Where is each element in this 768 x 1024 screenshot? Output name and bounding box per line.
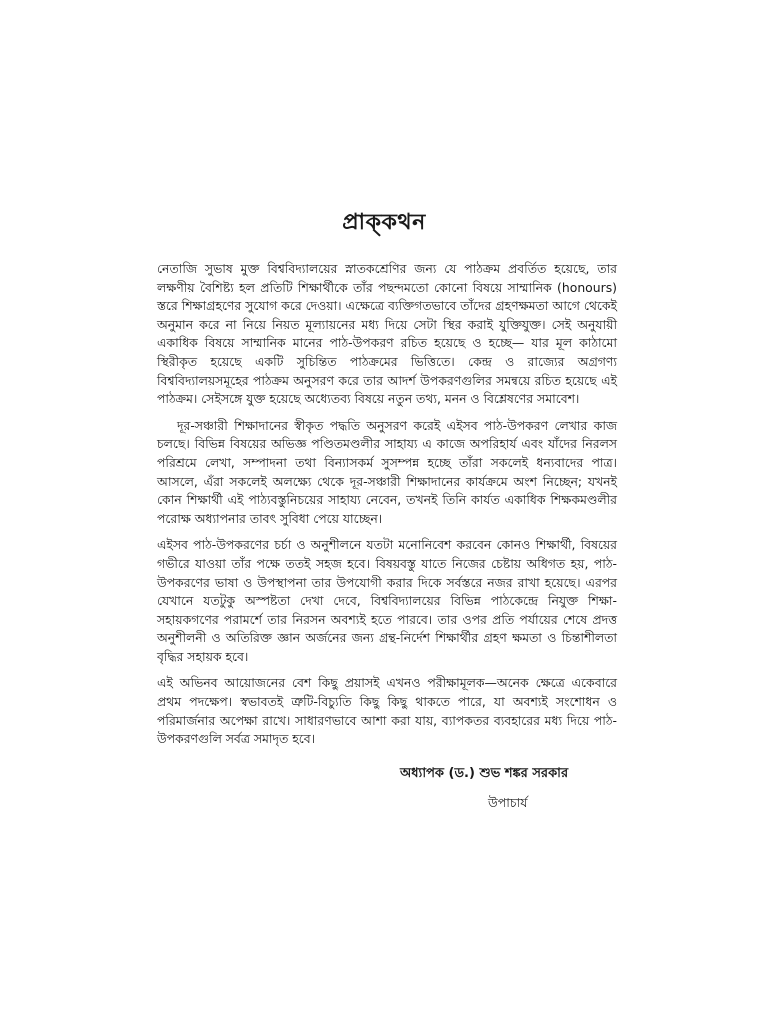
- foreword-body: [157, 260, 617, 757]
- paragraph-3: এইসব পাঠ-উপকরণের চর্চা ও অনুশীলনে যতটা মনোনিবেশ করবেন কোনও শিক্ষার্থী, বিষয়ের গভীরে যাওয়া তাঁর পক্ষে ততই সহজ হবে। বিষয়বস্তু যাতে নিজের চেষ্টায় অধিগত হয়, পাঠ-উপকরণের ভাষা ও উপস্থাপনা তার উপযোগী করার দিকে সর্বস্তরে নজর রাখা হয়েছে। এরপর যেখানে যতটুকু অস্পষ্টতা দেখা দেবে, বিশ্ববিদ্যালয়ের বিভিন্ন পাঠকেন্দ্রে নিযুক্ত শিক্ষা-সহায়কগণের পরামর্শে তার নিরসন অবশ্যই হতে পারবে। তার ওপর প্রতি পর্যায়ের শেষে প্রদত্ত অনুশীলনী ও অতিরিক্ত জ্ঞান অর্জনের জন্য গ্রন্থ-নির্দেশ শিক্ষার্থীর গ্রহণ ক্ষমতা ও চিন্তাশীলতা বৃদ্ধির সহায়ক হবে।: [157, 537, 617, 664]
- signatory-designation: উপাচার্য: [488, 795, 528, 810]
- paragraph-1: নেতাজি সুভাষ মুক্ত বিশ্ববিদ্যালয়ের স্নাতকশ্রেণির জন্য যে পাঠক্রম প্রবর্তিত হয়েছে, তার লক্ষণীয় বৈশিষ্ট্য হল প্রতিটি শিক্ষার্থীকে তাঁর পছন্দমতো কোনো বিষয়ে সাম্মানিক (honours) স্তরে শিক্ষাগ্রহণের সুযোগ করে দেওয়া। এক্ষেত্রে ব্যক্তিগতভাবে তাঁদের গ্রহণক্ষমতা আগে থেকেই অনুমান করে না নিয়ে নিয়ত মূল্যায়নের মধ্য দিয়ে সেটা স্থির করাই যুক্তিযুক্ত। সেই অনুযায়ী একাধিক বিষয়ে সাম্মানিক মানের পাঠ-উপকরণ রচিত হয়েছে ও হচ্ছে— যার মূল কাঠামো স্থিরীকৃত হয়েছে একটি সুচিন্তিত পাঠক্রমের ভিত্তিতে। কেন্দ্র ও রাজ্যের অগ্রগণ্য বিশ্ববিদ্যালয়সমূহের পাঠক্রম অনুসরণ করে তার আদর্শ উপকরণগুলির সমন্বয়ে রচিত হয়েছে এই পাঠক্রম। সেইসঙ্গে যুক্ত হয়েছে অধ্যেতব্য বিষয়ে নতুন তথ্য, মনন ও বিশ্লেষণের সমাবেশ।: [157, 261, 617, 407]
- signatory-name: অধ্যাপক (ড.) শুভ শঙ্কর সরকার: [400, 766, 569, 781]
- paragraph-4: এই অভিনব আয়োজনের বেশ কিছু প্রয়াসই এখনও পরীক্ষামূলক—অনেক ক্ষেত্রে একেবারে প্রথম পদক্ষেপ। স্বভাবতই ত্রুটি-বিচ্যুতি কিছু কিছু থাকতে পারে, যা অবশ্যই সংশোধন ও পরিমার্জনার অপেক্ষা রাখে। সাধারণভাবে আশা করা যায়, ব্যাপকতর ব্যবহারের মধ্য দিয়ে পাঠ-উপকরণগুলি সর্বত্র সমাদৃত হবে।: [157, 675, 617, 747]
- paragraph-2: দূর-সঞ্চারী শিক্ষাদানের স্বীকৃত পদ্ধতি অনুসরণ করেই এইসব পাঠ-উপকরণ লেখার কাজ চলছে। বিভিন্ন বিষয়ের অভিজ্ঞ পণ্ডিতমণ্ডলীর সাহায্য এ কাজে অপরিহার্য এবং যাঁদের নিরলস পরিশ্রমে লেখা, সম্পাদনা তথা বিন্যাসকর্ম সুসম্পন্ন হচ্ছে তাঁরা সকলেই ধন্যবাদের পাত্র। আসলে, এঁরা সকলেই অলক্ষ্যে থেকে দূর-সঞ্চারী শিক্ষাদানের কার্যক্রমে অংশ নিচ্ছেন; যখনই কোন শিক্ষার্থী এই পাঠ্যবস্তুনিচয়ের সাহায্য নেবেন, তখনই তিনি কার্যত একাধিক শিক্ষকমণ্ডলীর পরোক্ষ অধ্যাপনার তাবৎ সুবিধা পেয়ে যাচ্ছেন।: [157, 417, 617, 526]
- page-title: প্রাক্‌কথন: [342, 210, 426, 235]
